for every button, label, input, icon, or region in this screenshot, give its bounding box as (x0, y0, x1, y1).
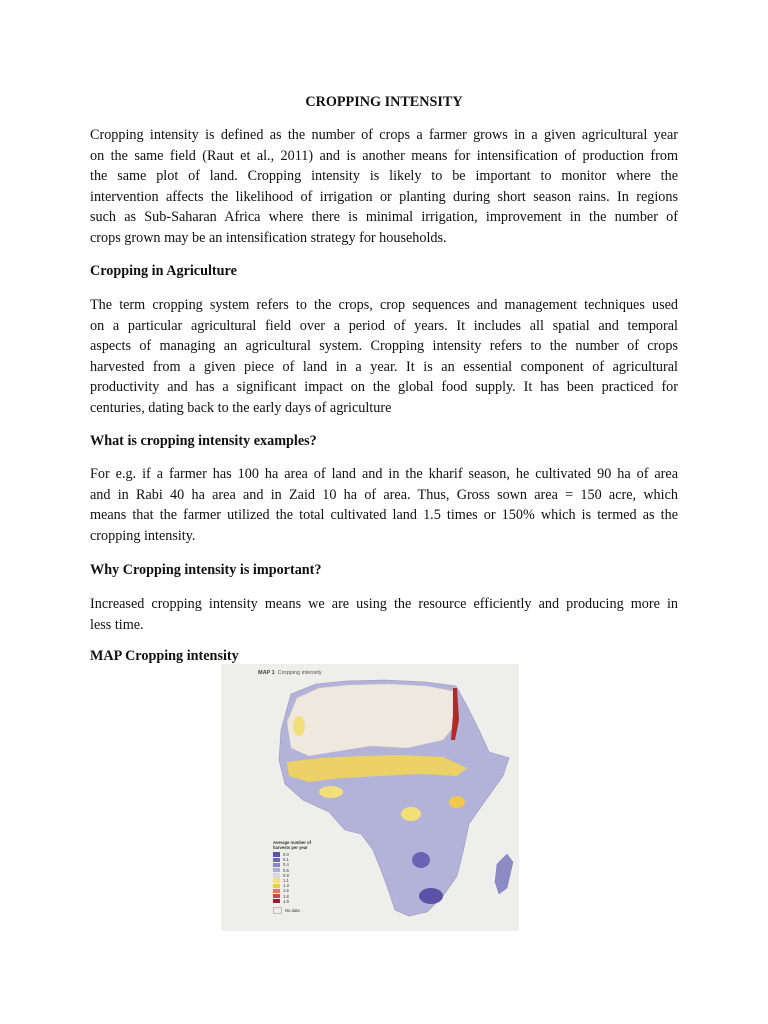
text-line: crops grown may be an intensification strategy for households. (90, 229, 447, 246)
legend-swatch (273, 852, 280, 856)
legend-item-no-data (273, 908, 343, 913)
legend-label: 1.3 (283, 883, 289, 889)
legend-swatch (273, 858, 280, 862)
map-title-text: Cropping intensity (277, 670, 322, 676)
intro-paragraph (90, 125, 678, 249)
legend-label: 0.1 (283, 857, 289, 863)
text-line: For e.g. if a farmer has 100 ha area of land and in the kharif season, he cultivated 90 ha of area (90, 466, 678, 482)
text-line: on the same field (Raut et al., 2011) and is another means for intensification of production from (90, 147, 678, 164)
legend-swatch (273, 884, 280, 888)
text-line: less time. (90, 616, 144, 633)
legend-swatch (273, 868, 280, 872)
legend-label: 0.4 (283, 862, 289, 868)
examples-paragraph (90, 464, 678, 546)
map-patch (319, 786, 343, 798)
legend-label: 1.8 (283, 893, 289, 899)
text-line: cropping intensity. (90, 527, 196, 544)
text-line: Increased cropping intensity means we are using the resource efficiently and producing more in (90, 596, 678, 612)
map-patch (419, 888, 443, 904)
text-line: aspects of managing an agricultural system. Cropping intensity refers to the number of crops (90, 338, 678, 355)
page-title: CROPPING INTENSITY (305, 94, 463, 110)
legend-label: 0.9 (283, 872, 289, 878)
text-line: means that the farmer utilized the total cultivated land 1.5 times or 150% which is termed as the (90, 507, 678, 524)
text-line: centuries, dating back to the early days of agriculture (90, 399, 392, 416)
legend-swatch (273, 907, 282, 913)
legend-label: 1.9 (283, 898, 289, 904)
map-title (258, 670, 322, 676)
section-heading-cropping-in-agriculture: Cropping in Agriculture (90, 263, 237, 279)
legend-label: 1.5 (283, 888, 289, 894)
legend-item (273, 899, 343, 904)
map-patch (293, 716, 305, 736)
legend-title: Average number of harvests per year (273, 840, 312, 850)
legend-swatch (273, 899, 280, 903)
legend-label: 1.1 (283, 878, 289, 884)
map-patch (449, 796, 465, 808)
africa-cropping-intensity-map (221, 664, 519, 931)
legend-swatch (273, 889, 280, 893)
map-graphic (221, 664, 519, 931)
section-heading-importance: Why Cropping intensity is important? (90, 562, 322, 578)
legend-label: 0.6 (283, 867, 289, 873)
legend-label: 0.0 (283, 852, 289, 858)
text-line: The term cropping system refers to the crops, crop sequences and management techniques used (90, 297, 678, 313)
cropping-in-agriculture-paragraph (90, 295, 678, 419)
legend-label: No data (285, 907, 300, 913)
map-patch (412, 852, 430, 868)
madagascar (495, 854, 513, 894)
legend-swatch (273, 863, 280, 867)
text-line: the same plot of land. Cropping intensity is likely to be important to monitor where the (90, 168, 678, 185)
text-line: intervention affects the likelihood of irrigation or planting during short season rains. In regions (90, 188, 678, 205)
map-legend (273, 840, 343, 913)
importance-paragraph (90, 594, 678, 635)
section-heading-examples: What is cropping intensity examples? (90, 433, 317, 449)
legend-swatch (273, 894, 280, 898)
legend-swatch (273, 873, 280, 877)
legend-swatch (273, 878, 280, 882)
section-heading-map: MAP Cropping intensity (90, 648, 239, 664)
text-line: and in Rabi 40 ha area and in Zaid 10 ha of area. Thus, Gross sown area = 150 acre, which (90, 486, 678, 503)
text-line: such as Sub-Saharan Africa where there is minimal irrigation, improvement in the number of (90, 209, 678, 226)
text-line: on a particular agricultural field over a period of years. It includes all spatial and temporal (90, 317, 678, 334)
map-patch (401, 807, 421, 821)
text-line: harvested from a given piece of land in a year. It is an essential component of agricultural (90, 358, 678, 375)
text-line: Cropping intensity is defined as the number of crops a farmer grows in a given agricultural year (90, 127, 678, 143)
map-label: MAP 1 (258, 670, 275, 676)
text-line: productivity and has a significant impact on the global food supply. It has been practiced for (90, 379, 678, 396)
